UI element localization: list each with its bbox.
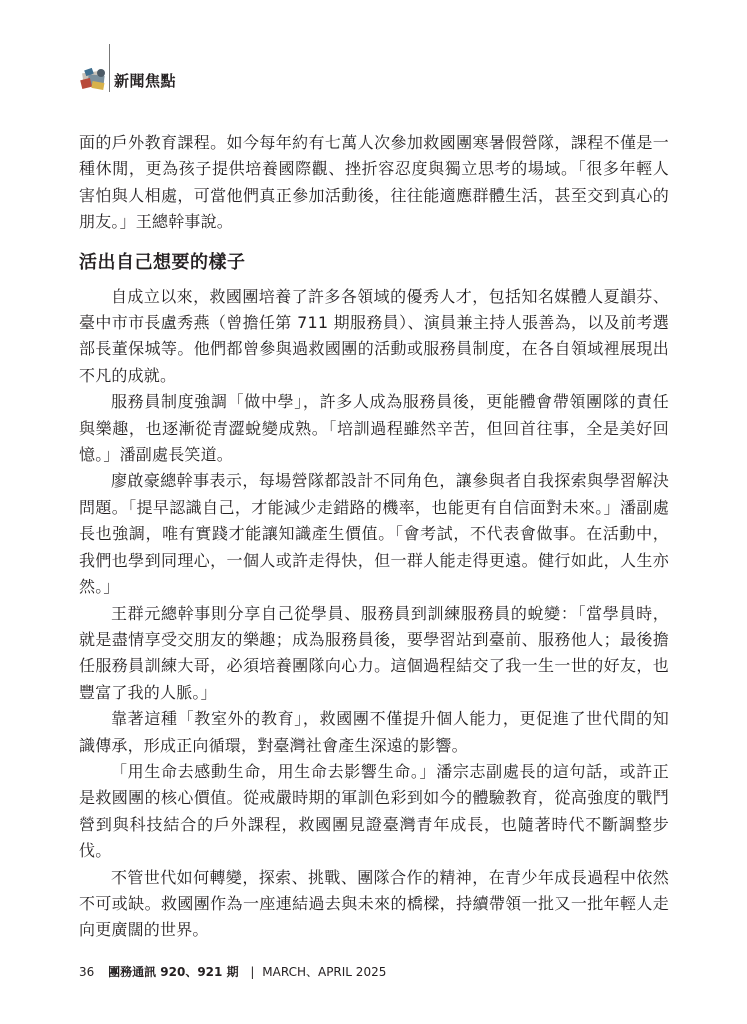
publication-title: 團務通訊 920、921 期 [108,965,239,979]
paragraph: 「用生命去感動生命，用生命去影響生命。」潘宗志副處長的這句話，或許正是救國團的核心價值。從戒嚴時期的軍訓色彩到如今的體驗教育，從高強度的戰鬥營到與科技結合的戶外課程，救國團見證臺灣青年成長，也隨著時代不斷調整步伐。 [79,761,669,861]
article-body [79,130,669,944]
paragraph: 不管世代如何轉變，探索、挑戰、團隊合作的精神，在青少年成長過程中依然不可或缺。救國團作為一座連結過去與未來的橋樑，持續帶領一批又一批年輕人走向更廣闊的世界。 [79,867,669,940]
section-label: 新聞焦點 [114,72,177,90]
page-header [78,44,278,100]
paragraph: 自成立以來，救國團培養了許多各領域的優秀人才，包括知名媒體人夏韻芬、臺中市市長盧秀燕（曾擔任第 711 期服務員）、演員兼主持人張善為，以及前考選部長董保城等。他們都曾參與過救國團的活動或服務員制度，在各自領域裡展現出不凡的成就。 [79,286,669,385]
page-footer [79,963,386,980]
header-divider [109,44,110,92]
paragraph: 廖啟豪總幹事表示，每場營隊都設計不同角色，讓參與者自我探索與學習解決問題。「提早認識自己，才能減少走錯路的機率，也能更有自信面對未來。」潘副處長也強調，唯有實踐才能讓知識產生價值。「會考試，不代表會做事。在活動中，我們也學到同理心，一個人或許走得快，但一群人能走得更遠。健行如此，人生亦然。」 [79,471,669,597]
page-number: 36 [79,965,95,979]
paragraph: 服務員制度強調「做中學」，許多人成為服務員後，更能體會帶領團隊的責任與樂趣，也逐漸從青澀蛻變成熟。「培訓過程雖然辛苦，但回首往事，全是美好回憶。」潘副處長笑道。 [79,392,669,465]
collage-logo-icon [80,66,108,92]
intro-paragraph: 面的戶外教育課程。如今每年約有七萬人次參加救國團寒暑假營隊，課程不僅是一種休閒，更為孩子提供培養國際觀、挫折容忍度與獨立思考的場域。「很多年輕人害怕與人相處，可當他們真正參加活動後，往往能適應群體生活，甚至交到真心的朋友。」王總幹事說。 [79,133,669,232]
footer-separator: | [250,965,255,979]
paragraph: 靠著這種「教室外的教育」，救國團不僅提升個人能力，更促進了世代間的知識傳承，形成正向循環，對臺灣社會產生深遠的影響。 [79,709,669,755]
section-heading: 活出自己想要的樣子 [79,251,246,273]
paragraph: 王群元總幹事則分享自己從學員、服務員到訓練服務員的蛻變：「當學員時，就是盡情享受交朋友的樂趣；成為服務員後，要學習站到臺前、服務他人；最後擔任服務員訓練大哥，必須培養團隊向心力。這個過程結交了我一生一世的好友，也豐富了我的人脈。」 [79,603,669,702]
issue-date: MARCH、APRIL 2025 [262,965,387,979]
